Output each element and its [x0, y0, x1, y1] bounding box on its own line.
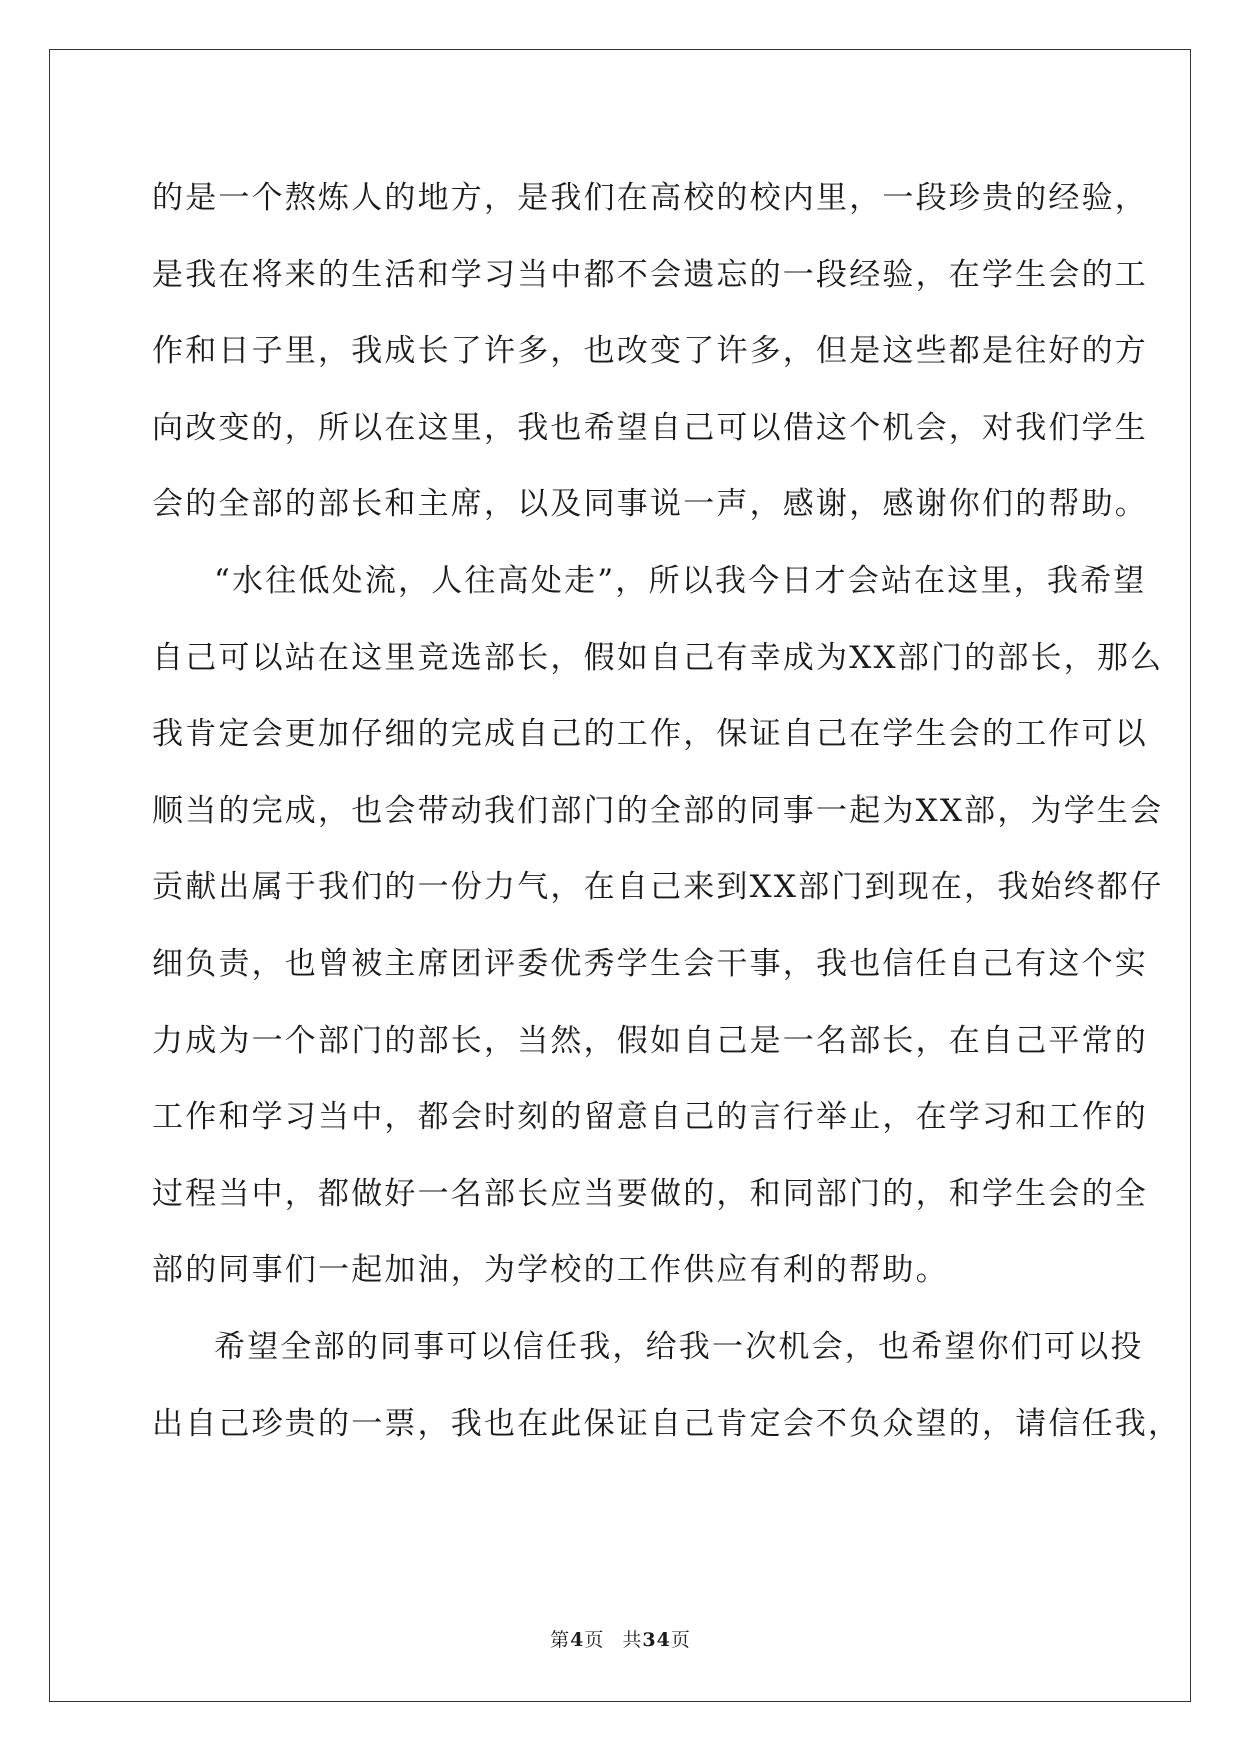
page-suffix: 页 [584, 1629, 605, 1651]
document-body [152, 160, 1182, 1462]
text-line: 出自己珍贵的一票，我也在此保证自己肯定会不负众望的，请信任我， [152, 1405, 1182, 1442]
text-line: 的是一个熬炼人的地方，是我们在高校的校内里，一段珍贵的经验， [152, 180, 1148, 216]
text-line: 作和日子里，我成长了许多，也改变了许多，但是这些都是往好的方 [152, 333, 1148, 370]
total-pages: 34 [642, 1629, 671, 1651]
text-line: 细负责，也曾被主席团评委优秀学生会干事，我也信任自己有这个实 [152, 945, 1148, 982]
text-line: 是我在将来的生活和学习当中都不会遗忘的一段经验，在学生会的工 [152, 256, 1148, 293]
text-line: 自己可以站在这里竞选部长，假如自己有幸成为XX部门的部长，那么 [152, 639, 1164, 676]
page-footer [0, 1625, 1241, 1652]
page-number: 4 [570, 1629, 585, 1651]
text-line: 部的同事们一起加油，为学校的工作供应有利的帮助。 [152, 1252, 949, 1289]
text-line: 希望全部的同事可以信任我，给我一次机会，也希望你们可以投 [214, 1328, 1144, 1365]
text-line: 会的全部的部长和主席，以及同事说一声，感谢，感谢你们的帮助。 [152, 486, 1148, 523]
text-line: “水往低处流，人往高处走”，所以我今日才会站在这里，我希望 [214, 562, 1147, 599]
text-line: 向改变的，所以在这里，我也希望自己可以借这个机会，对我们学生 [152, 409, 1148, 446]
page-prefix: 第 [550, 1629, 571, 1651]
text-line: 我肯定会更加仔细的完成自己的工作，保证自己在学生会的工作可以 [152, 716, 1148, 753]
text-line: 贡献出属于我们的一份力气，在自己来到XX部门到现在，我始终都仔 [152, 869, 1164, 906]
text-line: 过程当中，都做好一名部长应当要做的，和同部门的，和学生会的全 [152, 1175, 1148, 1212]
total-prefix: 共 [622, 1629, 643, 1651]
total-suffix: 页 [670, 1629, 691, 1651]
text-line: 力成为一个部门的部长，当然，假如自己是一名部长，在自己平常的 [152, 1022, 1148, 1059]
text-line: 顺当的完成，也会带动我们部门的全部的同事一起为XX部，为学生会 [152, 792, 1164, 829]
text-line: 工作和学习当中，都会时刻的留意自己的言行举止，在学习和工作的 [152, 1099, 1148, 1136]
